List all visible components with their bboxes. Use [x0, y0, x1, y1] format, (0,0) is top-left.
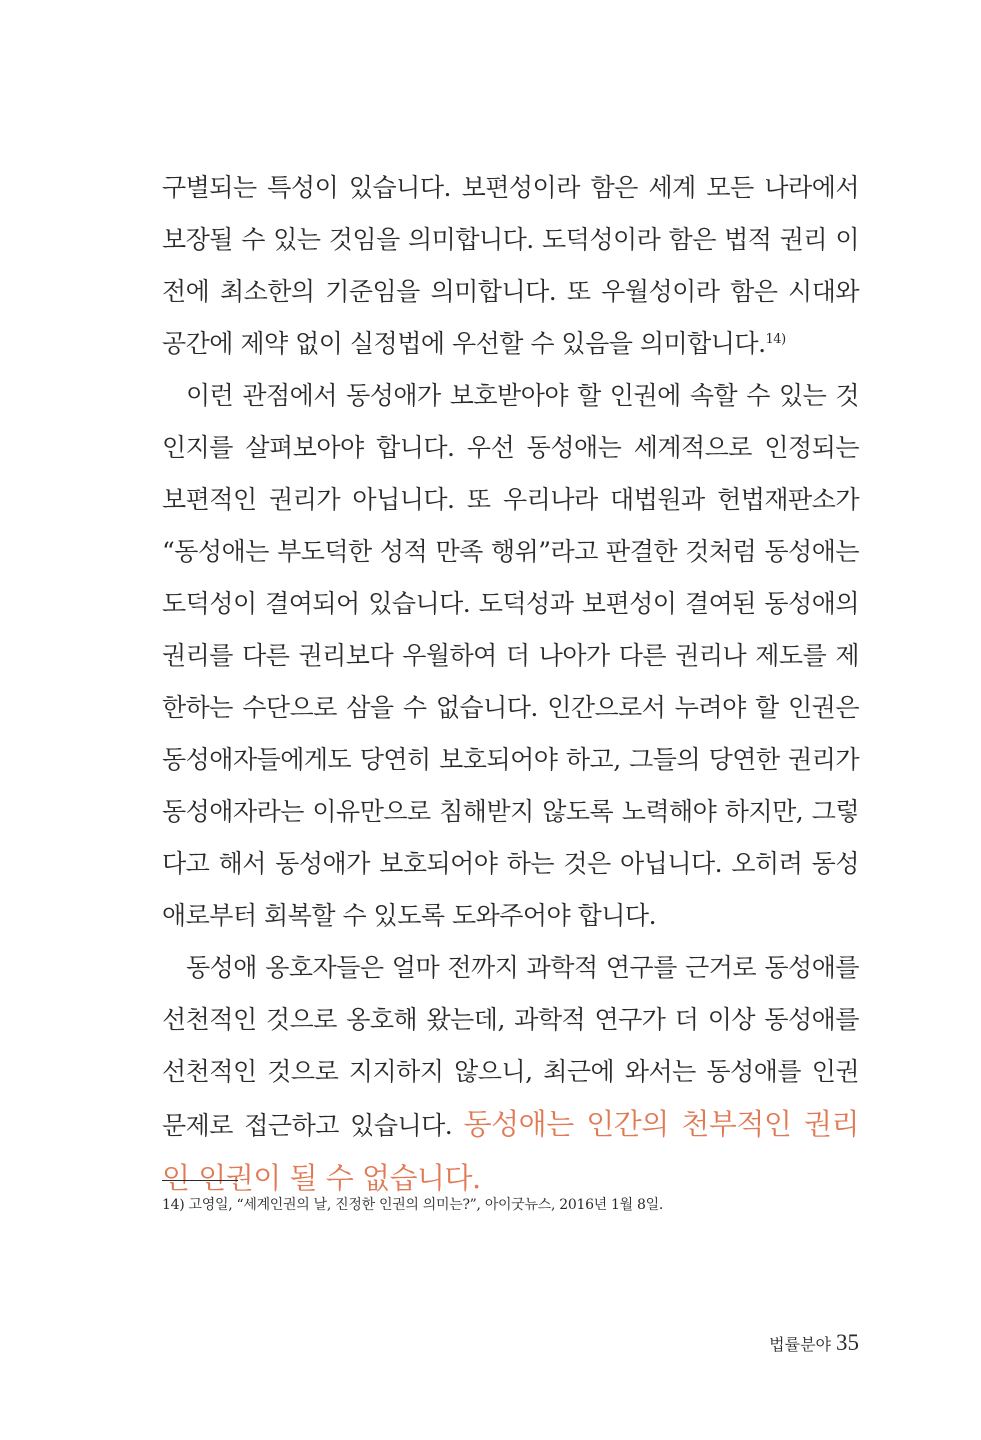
- paragraph-2-text: 이런 관점에서 동성애가 보호받아야 할 인권에 속할 수 있는 것인지를 살펴보아야 합니다. 우선 동성애는 세계적으로 인정되는 보편적인 권리가 아닙니다. 또 우리나라 대법원과 헌법재판소가 “동성애는 부도덕한 성적 만족 행위”라고 판결한 것처럼 동성애는 도덕성이 결여되어 있습니다. 도덕성과 보편성이 결여된 동성애의 권리를 다른 권리보다 우월하여 더 나아가 다른 권리나 제도를 제한하는 수단으로 삼을 수 없습니다. 인간으로서 누려야 할 인권은 동성애자들에게도 당연히 보호되어야 하고, 그들의 당연한 권리가 동성애자라는 이유만으로 침해받지 않도록 노력해야 하지만, 그렇다고 해서 동성애가 보호되어야 하는 것은 아닙니다. 오히려 동성애로부터 회복할 수 있도록 도와주어야 합니다.: [162, 381, 859, 930]
- paragraph-1-text: 구별되는 특성이 있습니다. 보편성이라 함은 세계 모든 나라에서 보장될 수 있는 것임을 의미합니다. 도덕성이라 함은 법적 권리 이전에 최소한의 기준임을 의미합니다. 또 우월성이라 함은 시대와 공간에 제약 없이 실정법에 우선할 수 있음을 의미합니다.: [162, 173, 859, 358]
- highlighted-statement: 동성애는 인간의 천부적인 권리인 인권이 될 수 없습니다.: [162, 1107, 860, 1195]
- footnote-reference: 14): [765, 332, 786, 347]
- footnote-divider: [162, 1180, 238, 1181]
- paragraph-1: [162, 162, 859, 370]
- paragraph-3-text: 동성애 옹호자들은 얼마 전까지 과학적 연구를 근거로 동성애를 선천적인 것으로 옹호해 왔는데, 과학적 연구가 더 이상 동성애를 선천적인 것으로 지지하지 않으니, 최근에 와서는 동성애를 인권 문제로 접근하고 있습니다.: [162, 953, 859, 1140]
- section-label: 법률분야: [769, 1335, 831, 1354]
- page-footer: [769, 1330, 859, 1356]
- footnote: 14) 고영일, “세계인권의 날, 진정한 인권의 의미는?”, 아이굿뉴스, 2016년 1월 8일.: [162, 1197, 664, 1213]
- paragraph-3: [162, 942, 859, 1206]
- body-text: [162, 162, 859, 1206]
- page-number: 35: [836, 1330, 859, 1355]
- paragraph-2: [162, 370, 859, 942]
